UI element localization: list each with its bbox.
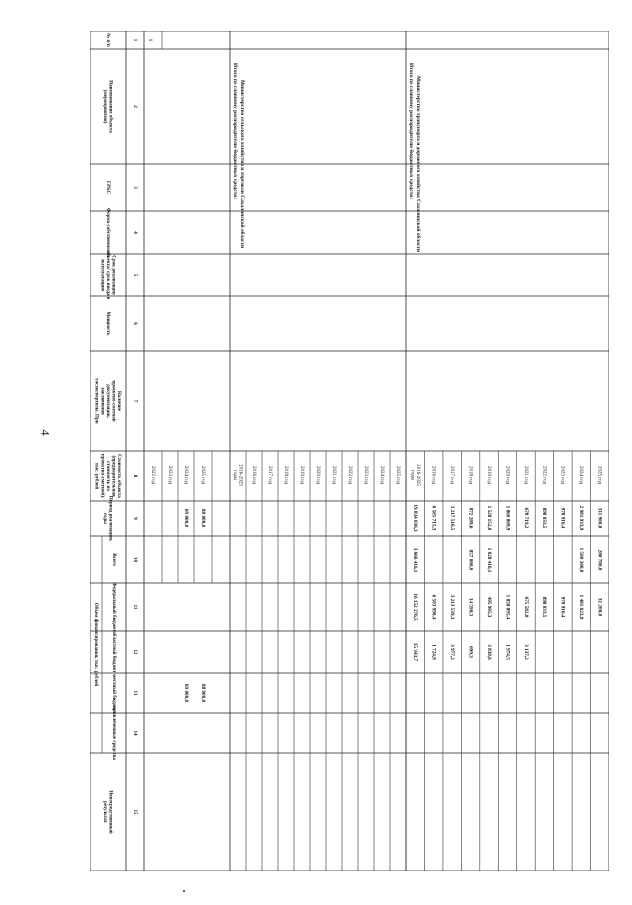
- column-number-13: 13: [131, 690, 137, 696]
- section3-total-0: 19 834 036,3: [412, 504, 419, 532]
- header-grbs: ГРБС: [104, 180, 110, 195]
- section3-total-8: 978 916,4: [559, 507, 566, 529]
- section1-year-3: 2025 год: [199, 465, 205, 485]
- header-period: годы: [102, 513, 108, 524]
- column-number-10: 10: [131, 557, 137, 562]
- section2-year-1: 2016 год: [250, 465, 256, 485]
- header-cost: тыс. рублей: [93, 462, 99, 490]
- section3-regional-3: 14 590,3: [467, 597, 474, 617]
- section3-year-0: годы: [409, 469, 415, 481]
- header-form: Форма собственности: [104, 207, 110, 258]
- section2-year-9: 2024 год: [378, 465, 384, 485]
- column-number-6: 6: [131, 322, 137, 325]
- section3-year-10: 2025 год: [596, 465, 602, 485]
- section3-year-5: 2020 год: [504, 465, 510, 485]
- header-total: Всего: [110, 553, 116, 566]
- section2-year-2: 2017 год: [266, 465, 272, 485]
- column-number-14: 14: [131, 730, 137, 736]
- section3-year-6: 2021 год: [522, 465, 528, 485]
- section3-total-2: 3 217 516,5: [448, 505, 455, 531]
- section2-year-4: 2019 год: [298, 465, 304, 485]
- section1-year-2: 2024 год: [182, 465, 188, 485]
- header-capacity: Мощность: [104, 311, 110, 336]
- section3-federal-3: 857 000,0: [467, 549, 474, 571]
- section3-local-5: 1 974,5: [504, 644, 511, 660]
- section3-regional-4: 495 905,3: [485, 596, 492, 618]
- column-number-15: 15: [131, 809, 137, 815]
- column-number-8: 8: [131, 474, 137, 478]
- column-number-9: 9: [131, 517, 137, 520]
- header-result: результат: [102, 801, 108, 823]
- header-attracted: привлеченные средства: [110, 706, 116, 760]
- section3-total-5: 1 860 869,9: [504, 505, 511, 531]
- column-number-5: 5: [131, 273, 137, 277]
- header-psd: проектно-сметной: [110, 380, 116, 422]
- page-number: 4: [38, 429, 53, 436]
- column-number-1: 1: [131, 38, 137, 42]
- scan-speck: [183, 890, 185, 892]
- section3-regional-1: 6 503 990,4: [430, 594, 437, 620]
- section1-total-3: 88 000,0: [199, 508, 206, 528]
- section3-regional-10: 31 200,0: [596, 597, 603, 617]
- section1-year-1: 2023 год: [166, 465, 172, 485]
- header-cost: проектно-сметной),: [99, 453, 105, 499]
- section3-total-7: 898 033,5: [541, 507, 548, 529]
- section3-regional-8: 978 916,4: [559, 596, 566, 618]
- section3-total-9: 2 981 933,9: [578, 505, 585, 531]
- header-cost: (предварительная: [110, 455, 116, 497]
- section3-total-10: 311 900,0: [596, 507, 603, 529]
- column-number-12: 12: [131, 649, 137, 655]
- section3-year-1: 2016 год: [430, 465, 436, 485]
- section3-local-3: 699,3: [467, 646, 474, 658]
- header-num: № п/п: [104, 33, 110, 47]
- section3-regional-5: 1 858 895,4: [504, 594, 511, 620]
- header-psd: документации,: [104, 384, 110, 418]
- section3-year-2: 2017 год: [448, 465, 454, 485]
- section3-local-6: 3 137,2: [522, 644, 529, 660]
- section2-year-6: 2021 год: [330, 465, 336, 485]
- section2-title-2: Министерство сельского хозяйства и торговли Сахалинской области: [238, 79, 245, 249]
- header-psd: госэкспертизы. При: [93, 378, 99, 424]
- section3-year-3: 2018 год: [467, 465, 473, 485]
- section3-federal-0: 3 666 416,1: [412, 547, 419, 573]
- section2-year-3: 2018 год: [282, 465, 288, 485]
- section3-local-1: 1 724,9: [430, 644, 437, 660]
- section2-year-7: 2022 год: [346, 465, 352, 485]
- header-term: эксплуатацию: [99, 258, 105, 292]
- column-number-7: 7: [131, 399, 137, 403]
- section3-year-4: 2019 год: [485, 465, 491, 485]
- header-term: объекта/ срок ввода в: [104, 250, 110, 300]
- section3-year-7: 2022 год: [541, 465, 547, 485]
- header-result: Непосредственный: [107, 790, 113, 834]
- header-term: Срок реализации: [110, 255, 116, 295]
- section2-year-0: годы: [232, 469, 238, 481]
- section3-regional-6: 675 582,0: [522, 596, 529, 618]
- header-funding: Объем финансирования, тыс. рублей: [92, 602, 98, 687]
- section3-title-1: Итого по главному распорядителю бюджетных средств:: [407, 62, 414, 200]
- section3-total-3: 872 289,6: [467, 507, 474, 529]
- header-cost: Стоимость объекта: [116, 454, 122, 498]
- section3-local-4: 3 830,6: [485, 644, 492, 660]
- section2-title-1: Итого по главному распорядителю бюджетных средств:: [231, 62, 238, 200]
- section3-federal-10: 280 700,0: [596, 549, 603, 571]
- budget-table: [90, 31, 609, 871]
- header-name: Наименование объекта: [107, 80, 113, 133]
- section3-regional-2: 3 213 539,3: [448, 594, 455, 620]
- section3-regional-0: 16 152 276,5: [412, 593, 419, 621]
- section1-attracted-3: 88 000,0: [199, 683, 206, 703]
- column-number-4: 4: [131, 231, 137, 234]
- section3-federal-9: 1 500 300,0: [578, 547, 585, 573]
- section1-attracted-2: 69 000,0: [182, 683, 189, 703]
- section2-year-10: 2025 год: [394, 465, 400, 485]
- section3-total-6: 678 719,2: [522, 507, 529, 529]
- section3-federal-4: 1 028 416,1: [485, 547, 492, 573]
- column-number-3: 3: [131, 186, 137, 189]
- header-psd: заключения: [99, 387, 105, 415]
- section1-row-number: 1: [146, 38, 152, 42]
- section3-local-2: 3 977,2: [448, 644, 455, 660]
- section3-total-1: 6 505 715,3: [430, 505, 437, 531]
- section1-total-2: 69 000,0: [182, 508, 189, 528]
- header-cost: стоимость по: [104, 461, 110, 491]
- column-number-11: 11: [131, 604, 137, 610]
- section2-year-5: 2020 год: [314, 465, 320, 485]
- section3-title-2: Министерство транспорта и дорожного хозяйства Сахалинской области: [414, 76, 421, 252]
- section3-local-0: 15 343,7: [412, 642, 419, 662]
- column-number-2: 2: [131, 105, 137, 108]
- header-period: Период реализации,: [107, 495, 113, 542]
- section3-year-9: 2024 год: [578, 465, 584, 485]
- section1-year-0: 2022 год: [149, 465, 155, 485]
- section3-regional-7: 898 033,5: [541, 596, 548, 618]
- header-name: (мероприятия): [102, 89, 108, 124]
- header-federal: Федеральный бюджет: [110, 582, 116, 632]
- section2-year-0: 2016-2025: [237, 464, 243, 486]
- section2-year-8: 2023 год: [362, 465, 368, 485]
- section3-total-4: 1 528 152,0: [485, 505, 492, 531]
- header-local: местный бюджет: [110, 673, 116, 713]
- header-psd: Наличие: [116, 390, 122, 412]
- section3-regional-9: 1 481 623,9: [578, 594, 585, 620]
- header-regional: областной бюджет: [110, 631, 116, 673]
- section3-year-8: 2023 год: [559, 465, 565, 485]
- section3-year-0: 2016-2025: [414, 464, 420, 486]
